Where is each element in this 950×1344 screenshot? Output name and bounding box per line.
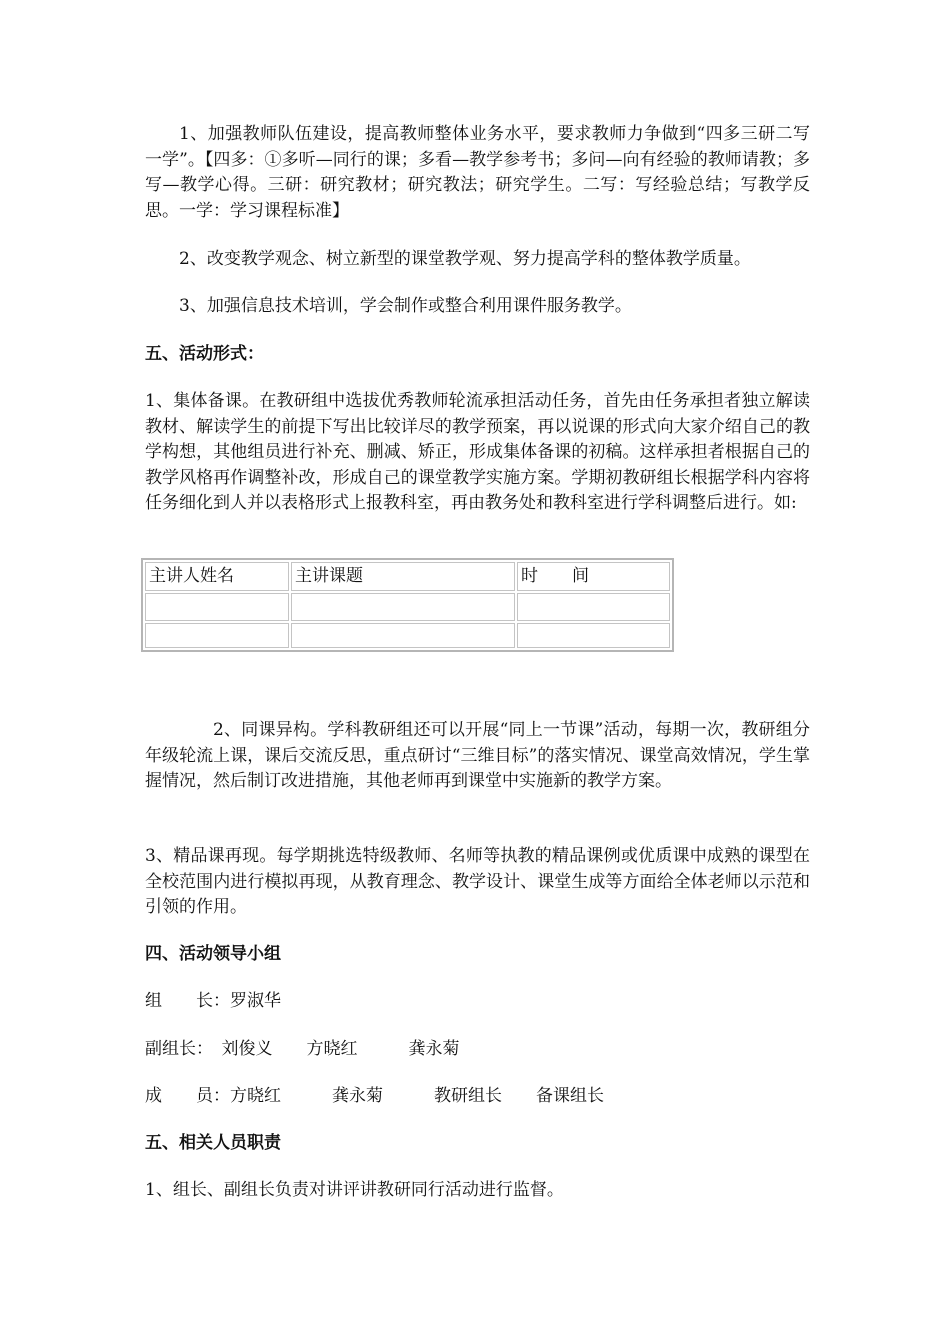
heading-leadership-group: 四、活动领导小组 [145,944,281,964]
paragraph-it-training: 3、加强信息技术培训，学会制作或整合利用课件服务教学。 [179,296,632,316]
paragraph-teaching-concept: 2、改变教学观念、树立新型的课堂教学观、努力提高学科的整体教学质量。 [179,249,751,269]
vice-leader-line: 副组长： 刘俊义 方晓红 龚永菊 [145,1039,460,1059]
paragraph-same-lesson: 2、同课异构。学科教研组还可以开展“同上一节课”活动，每期一次，教研组分年级轮流上课，课后交流反思，重点研讨“三维目标”的落实情况、课堂高效情况，学生掌握情况，然后制订改进措施，其他老师再到课堂中实施新的教学方案。 [145,720,810,791]
table-cell [517,623,670,648]
paragraph-teacher-team: 1、加强教师队伍建设，提高教师整体业务水平，要求教师力争做到“四多三研二写一学”。【四多：①多听—同行的课；多看—教学参考书；多问—向有经验的教师请教；多写—教学心得。三研：研究教材；研究教法；研究学生。二写：写经验总结；写教学反思。一学：学习课程标准】 [145,124,810,221]
paragraph-collective-prep: 1、集体备课。在教研组中选拔优秀教师轮流承担活动任务，首先由任务承担者独立解读教材、解读学生的前提下写出比较详尽的教学预案，再以说课的形式向大家介绍自己的教学构想，其他组员进行补充、删减、矫正，形成集体备课的初稿。这样承担者根据自己的教学风格再作调整补改，形成自己的课堂教学实施方案。学期初教研组长根据学科内容将任务细化到人并以表格形式上报教科室，再由教务处和教科室进行学科调整后进行。如: [145,391,810,513]
table-header-lecturer: 主讲人姓名 [145,562,289,591]
leader-line: 组 长：罗淑华 [145,991,281,1011]
table-header-time: 时 间 [517,562,670,591]
table-cell [145,593,289,621]
table-cell [291,623,515,648]
table-cell [291,593,515,621]
heading-responsibilities: 五、相关人员职责 [145,1133,281,1153]
table-cell [517,593,670,621]
paragraph-quality-lesson: 3、精品课再现。每学期挑选特级教师、名师等执教的精品课例或优质课中成熟的课型在全校范围内进行模拟再现，从教育理念、教学设计、课堂生成等方面给全体老师以示范和引领的作用。 [145,846,810,917]
members-line: 成 员：方晓红 龚永菊 教研组长 备课组长 [145,1086,604,1106]
paragraph-leader-duty: 1、组长、副组长负责对讲评讲教研同行活动进行监督。 [145,1180,564,1200]
lesson-table [141,558,674,652]
table-cell [145,623,289,648]
table-header-topic: 主讲课题 [291,562,515,591]
heading-activity-forms: 五、活动形式： [145,344,264,364]
